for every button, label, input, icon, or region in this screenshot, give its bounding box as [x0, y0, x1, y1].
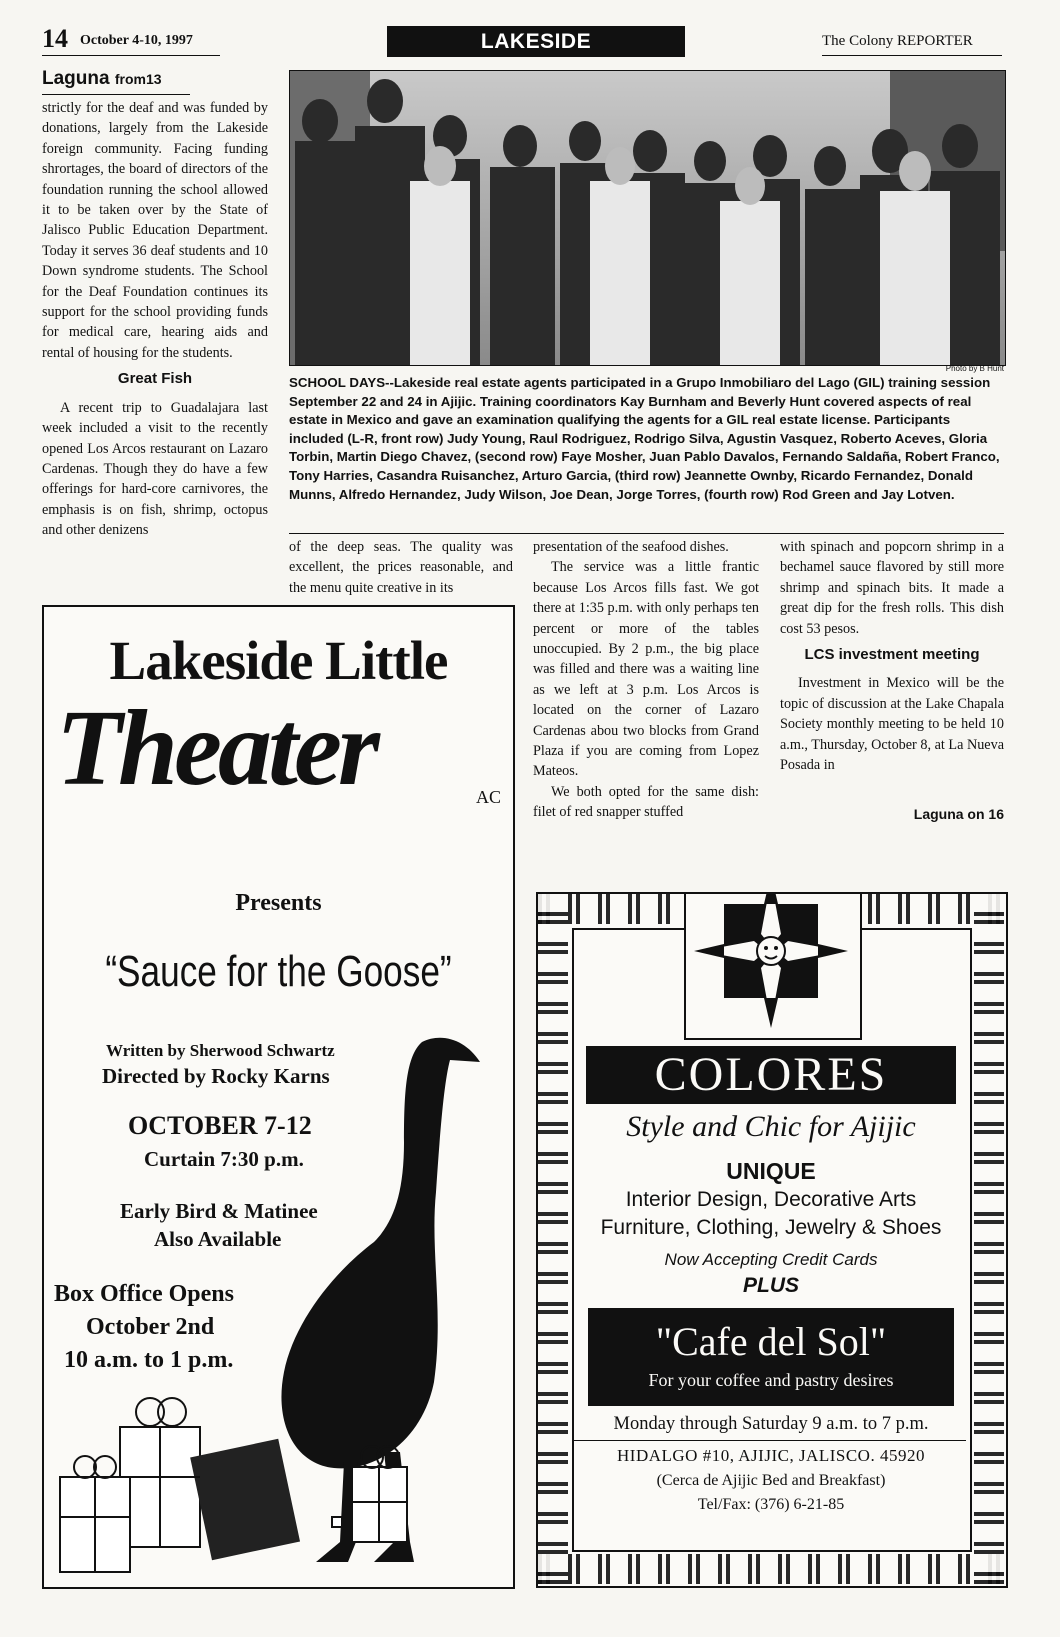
- article-column-1: [42, 98, 268, 541]
- show-dates: OCTOBER 7-12: [128, 1111, 312, 1140]
- article-column-2: [289, 537, 513, 598]
- box-office-date: October 2nd: [86, 1314, 215, 1340]
- small-gift-icon: [344, 1407, 414, 1547]
- header-rule-right: [822, 55, 1002, 56]
- colores-tagline: Style and Chic for Ajijic: [626, 1110, 916, 1143]
- article-paragraph: The service was a little frantic because Los Arcos fills fast. We got there at 1:35 p.m. with only perhaps ten percent or more of the tables unoccupied. By 2 p.m., the big place was filled and there was a waiting line as we left at 3 p.m. Los Arcos is located on the corner of Lazaro Cardenas abou two blocks from Grand Plaza if you are coming from Lopez Mateos.: [533, 559, 759, 780]
- written-by: Written by Sherwood Schwartz: [106, 1041, 335, 1060]
- article-column-4: [780, 537, 1004, 775]
- issue-date: October 4-10, 1997: [80, 33, 193, 48]
- plus-label: PLUS: [742, 1274, 799, 1297]
- subhead-lcs-meeting: LCS investment meeting: [804, 646, 980, 664]
- theater-suffix: AC: [476, 787, 502, 807]
- cafe-banner: [588, 1308, 954, 1406]
- colores-name-banner: [586, 1046, 956, 1104]
- article-paragraph: with spinach and popcorn shrimp in a bechamel sauce flavored by still more shrimp and spinach bits. It made a great dip for the fresh rolls. This dish cost 53 pesos.: [780, 539, 1004, 637]
- theater-script-word: Theater: [56, 689, 376, 808]
- colores-ad: [536, 892, 1008, 1588]
- business-hours: Monday through Saturday 9 a.m. to 7 p.m.: [613, 1414, 929, 1434]
- photo-frame: [289, 70, 1006, 366]
- unique-label: UNIQUE: [726, 1158, 816, 1184]
- header-rule-left: [42, 55, 220, 56]
- meander-border-bottom: [538, 1554, 1006, 1584]
- meander-border-right: [974, 894, 1004, 1584]
- play-title: “Sauce for the Goose”: [105, 947, 452, 996]
- box-office-hours: 10 a.m. to 1 p.m.: [64, 1347, 234, 1373]
- paper-name: The Colony REPORTER: [822, 33, 973, 49]
- presents: Presents: [235, 890, 322, 916]
- section-title: LAKESIDE: [480, 30, 592, 53]
- article-paragraph: A recent trip to Guadalajara last week included a visit to the recently opened Los Arcos restaurant on Lazaro Cardenas. Though they do have a few offerings for hard-core carnivores, the emphasis is on fish, shrimp, octopus and other denizens: [42, 399, 268, 539]
- jump-to-line: Laguna on 16: [913, 806, 1004, 822]
- article-paragraph: strictly for the deaf and was funded by donations, largely from the Lakeside foreign community. Facing funding shrortages, the board of directors of the foundation running the school allowed it to be taken over by the State of Jalisco Public Education Department. Today it serves 36 deaf students and 10 Down syndrome students. The School for the Deaf Foundation continues its support for the school providing funds for medical care, hearing aids and rental of housing for the students.: [42, 100, 268, 361]
- article-column-3: [533, 537, 759, 823]
- hours-rule: [574, 1440, 966, 1441]
- headline-underline: [42, 94, 190, 95]
- jump-from: from13: [114, 71, 162, 87]
- section-banner: [387, 26, 685, 57]
- theater-ad: [42, 605, 515, 1589]
- article-paragraph: Investment in Mexico will be the topic of discussion at the Lake Chapala Society monthly meeting to be held 10 a.m., Thursday, October 8, at La Nueva Posada in: [780, 675, 1004, 774]
- box-office: Box Office Opens: [54, 1281, 234, 1307]
- colores-name: COLORES: [654, 1048, 888, 1101]
- curtain-time: Curtain 7:30 p.m.: [144, 1147, 304, 1171]
- gift-boxes-illustration: [50, 1367, 350, 1582]
- location-note: (Cerca de Ajijic Bed and Breakfast): [656, 1472, 886, 1489]
- directed-by: Directed by Rocky Karns: [102, 1064, 330, 1088]
- credit-cards-note: Now Accepting Credit Cards: [664, 1250, 878, 1269]
- sun-logo-icon: [694, 892, 848, 1028]
- article-paragraph: of the deep seas. The quality was excellent, the prices reasonable, and the menu quite creative in its: [289, 539, 513, 596]
- photo-credit: Photo by B Hunt: [945, 364, 1004, 373]
- caption-rule: [289, 533, 1004, 534]
- also-available: Also Available: [154, 1227, 282, 1251]
- phone: Tel/Fax: (376) 6-21-85: [697, 1496, 845, 1513]
- address: HIDALGO #10, AJIJIC, JALISCO. 45920: [617, 1446, 925, 1465]
- article-paragraph: presentation of the seafood dishes.: [533, 539, 729, 555]
- cafe-tagline: For your coffee and pastry desires: [648, 1370, 894, 1390]
- theater-title: Lakeside Little: [109, 630, 448, 691]
- cafe-name: "Cafe del Sol": [655, 1319, 887, 1364]
- services-line-1: Interior Design, Decorative Arts: [625, 1188, 917, 1211]
- early-bird: Early Bird & Matinee: [120, 1199, 318, 1223]
- headline-word: Laguna: [42, 68, 110, 89]
- photo-caption: SCHOOL DAYS--Lakeside real estate agents participated in a Grupo Inmobiliaro del Lago (GIL) training session September 22 and 24 in Ajijic. Training coordinators Kay Burnham and Beverly Hunt covered aspects of real estate in Mexico and gave an examination qualifying the agents for a GIL real estate license. Participants included (L-R, front row) Judy Young, Raul Rodriguez, Rodrigo Silva, Agustin Vasquez, Roberto Aceves, Gloria Torbin, Martin Diego Chavez, (second row) Faye Mosher, Juan Pablo Davalos, Fernando Saldaña, Robert Franco, Tony Harries, Casandra Ruisanchez, Arturo Garcia, (third row) Jeannette Ownby, Ricardo Fernandez, Donald Munns, Alfredo Hernandez, Judy Wilson, Joe Dean, Jorge Torres, (fourth row) Rod Green and Jay Lotven.: [289, 375, 1000, 502]
- subhead-great-fish: Great Fish: [117, 370, 193, 388]
- article-headline: [42, 68, 162, 90]
- group-photo: [290, 71, 1005, 365]
- article-paragraph: We both opted for the same dish: filet of red snapper stuffed: [533, 783, 759, 821]
- meander-border-left: [538, 894, 568, 1584]
- page-number: 14: [42, 24, 68, 53]
- services-line-2: Furniture, Clothing, Jewelry & Shoes: [600, 1216, 942, 1239]
